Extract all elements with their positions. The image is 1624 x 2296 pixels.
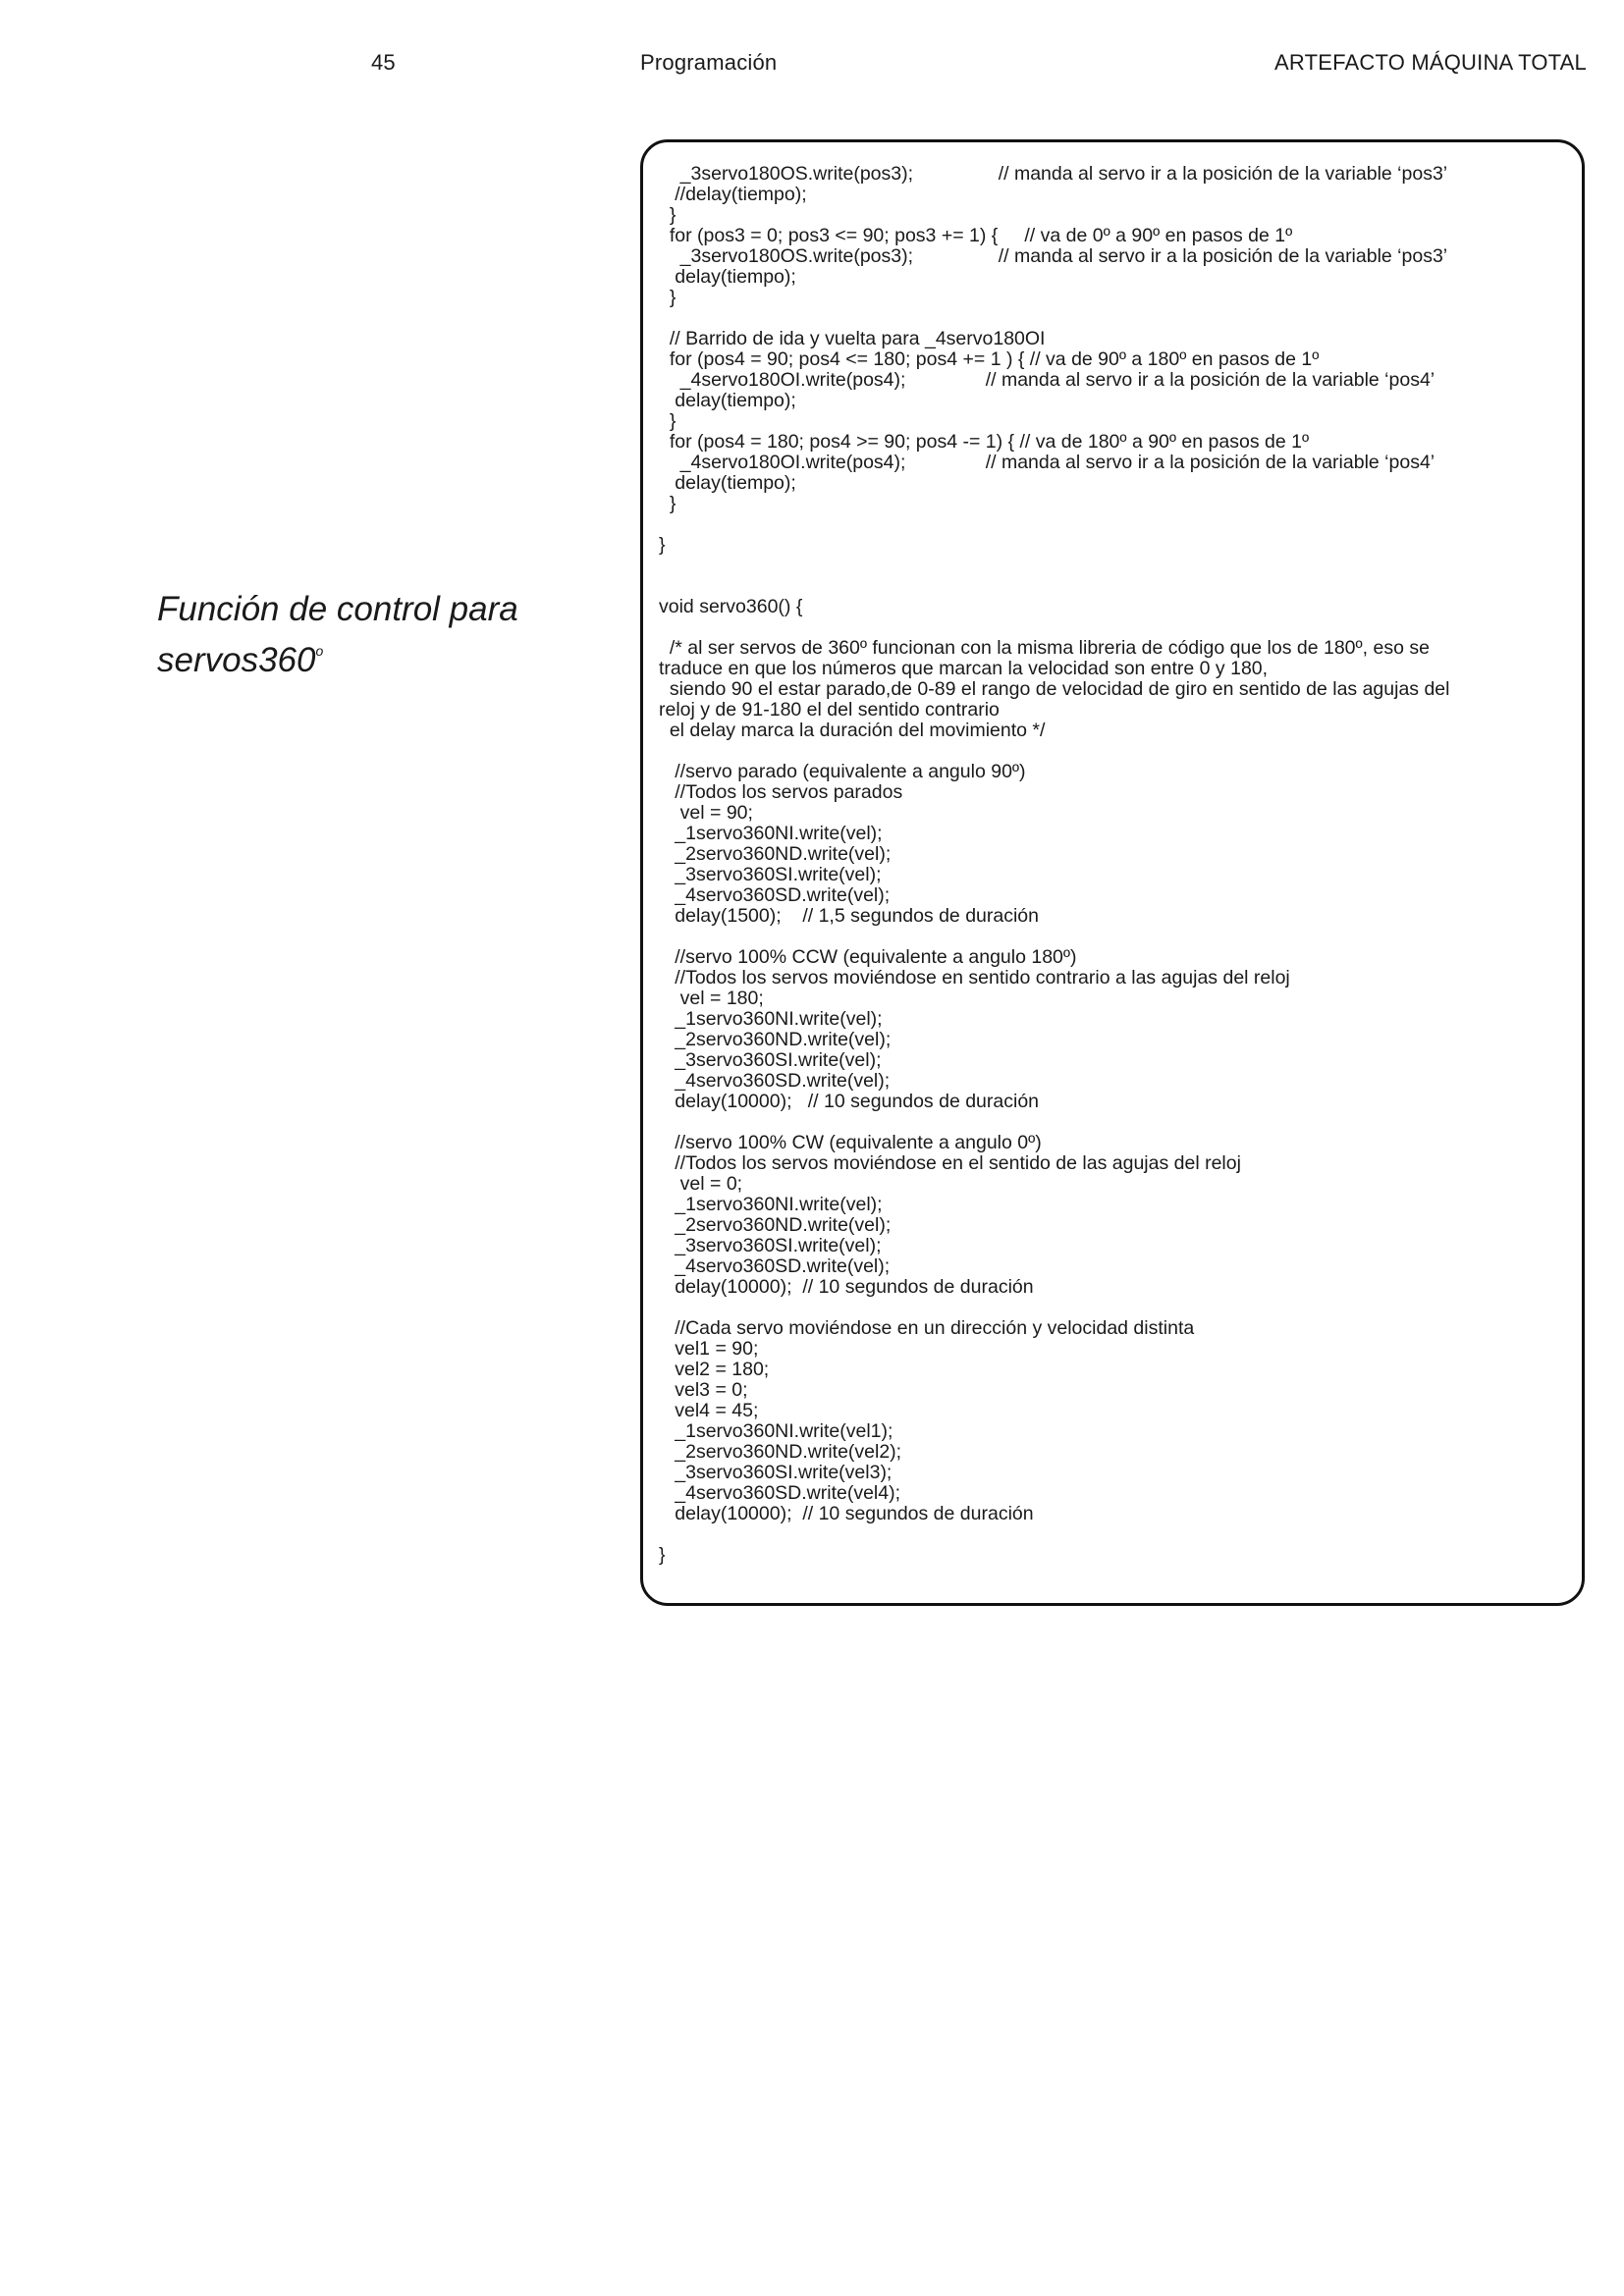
code-line: delay(1500); // 1,5 segundos de duración: [659, 905, 1040, 927]
code-line: vel1 = 90;: [659, 1338, 759, 1360]
code-line: //servo 100% CW (equivalente a angulo 0º): [659, 1132, 1042, 1153]
code-line: _3servo360SI.write(vel3);: [659, 1462, 893, 1483]
code-line: //delay(tiempo);: [659, 184, 807, 205]
code-line: _3servo360SI.write(vel);: [659, 1235, 882, 1256]
code-line: vel = 180;: [659, 988, 764, 1009]
side-note-line-1: Función de control para: [157, 590, 518, 628]
code-line: traduce en que los números que marcan la velocidad son entre 0 y 180,: [659, 658, 1269, 679]
code-line: delay(10000); // 10 segundos de duración: [659, 1503, 1034, 1524]
code-line: [659, 556, 1566, 576]
code-listing: [659, 164, 1566, 1566]
code-line: _2servo360ND.write(vel);: [659, 1029, 892, 1050]
code-line: delay(tiempo);: [659, 472, 796, 494]
code-line: vel4 = 45;: [659, 1400, 759, 1421]
code-line: //servo parado (equivalente a angulo 90º): [659, 761, 1026, 782]
code-line: }: [659, 410, 677, 432]
code-line: [659, 514, 1566, 535]
code-line: _4servo180OI.write(pos4); // manda al servo ir a la posición de la variable ‘pos4’: [659, 369, 1435, 391]
code-line: _4servo360SD.write(vel);: [659, 1070, 891, 1092]
side-note-line-2-text: servos360: [157, 641, 316, 679]
code-line: vel2 = 180;: [659, 1359, 770, 1380]
code-line: void servo360() {: [659, 596, 803, 617]
code-line: // Barrido de ida y vuelta para _4servo180OI: [659, 328, 1046, 349]
code-line: delay(tiempo);: [659, 390, 796, 411]
code-line: _2servo360ND.write(vel);: [659, 843, 892, 865]
code-line: delay(10000); // 10 segundos de duración: [659, 1091, 1040, 1112]
code-line: //Todos los servos parados: [659, 781, 903, 803]
code-line: _3servo360SI.write(vel);: [659, 864, 882, 885]
code-line: _1servo360NI.write(vel);: [659, 1194, 883, 1215]
code-line: _2servo360ND.write(vel);: [659, 1214, 892, 1236]
code-line: _3servo180OS.write(pos3); // manda al servo ir a la posición de la variable ‘pos3’: [659, 163, 1448, 185]
code-line: vel = 90;: [659, 802, 753, 824]
code-line: _3servo180OS.write(pos3); // manda al servo ir a la posición de la variable ‘pos3’: [659, 245, 1448, 267]
code-line: //Todos los servos moviéndose en el sentido de las agujas del reloj: [659, 1152, 1241, 1174]
code-line: for (pos3 = 0; pos3 <= 90; pos3 += 1) { // va de 0º a 90º en pasos de 1º: [659, 225, 1293, 246]
code-line: }: [659, 534, 666, 556]
document-title: ARTEFACTO MÁQUINA TOTAL: [1274, 50, 1587, 75]
page-number: 45: [371, 50, 396, 75]
code-line: [659, 741, 1566, 762]
side-note-superscript: o: [315, 643, 324, 659]
code-line: for (pos4 = 180; pos4 >= 90; pos4 -= 1) { // va de 180º a 90º en pasos de 1º: [659, 431, 1310, 453]
code-line: [659, 1524, 1566, 1545]
code-line: _2servo360ND.write(vel2);: [659, 1441, 902, 1463]
code-line: _4servo360SD.write(vel);: [659, 884, 891, 906]
code-line: [659, 927, 1566, 947]
code-line: }: [659, 493, 677, 514]
code-line: _1servo360NI.write(vel1);: [659, 1420, 893, 1442]
code-line: _4servo360SD.write(vel4);: [659, 1482, 901, 1504]
code-line: }: [659, 287, 677, 308]
code-line: _3servo360SI.write(vel);: [659, 1049, 882, 1071]
code-line: [659, 617, 1566, 638]
code-line: _4servo360SD.write(vel);: [659, 1255, 891, 1277]
code-line: _1servo360NI.write(vel);: [659, 1008, 883, 1030]
code-line: el delay marca la duración del movimiento */: [659, 720, 1046, 741]
section-title: Programación: [640, 50, 778, 75]
code-line: _4servo180OI.write(pos4); // manda al servo ir a la posición de la variable ‘pos4’: [659, 452, 1435, 473]
code-line: for (pos4 = 90; pos4 <= 180; pos4 += 1 ) { // va de 90º a 180º en pasos de 1º: [659, 348, 1320, 370]
code-line: /* al ser servos de 360º funcionan con la misma libreria de código que los de 180º, eso se: [659, 637, 1430, 659]
code-line: siendo 90 el estar parado,de 0-89 el rango de velocidad de giro en sentido de las agujas del: [659, 678, 1450, 700]
code-line: reloj y de 91-180 el del sentido contrario: [659, 699, 1000, 721]
code-line: [659, 1298, 1566, 1318]
code-line: delay(tiempo);: [659, 266, 796, 288]
code-line: delay(10000); // 10 segundos de duración: [659, 1276, 1034, 1298]
code-line: //Todos los servos moviéndose en sentido contrario a las agujas del reloj: [659, 967, 1290, 988]
code-line: [659, 1112, 1566, 1133]
code-line: }: [659, 204, 677, 226]
side-note-heading: [157, 589, 569, 681]
code-line: vel = 0;: [659, 1173, 743, 1195]
code-listing-box: [640, 139, 1585, 1606]
code-line: //Cada servo moviéndose en un dirección y velocidad distinta: [659, 1317, 1195, 1339]
side-note-line-2: [157, 630, 569, 681]
code-line: [659, 576, 1566, 597]
code-line: //servo 100% CCW (equivalente a angulo 180º): [659, 946, 1077, 968]
code-line: [659, 308, 1566, 329]
code-line: vel3 = 0;: [659, 1379, 748, 1401]
code-line: _1servo360NI.write(vel);: [659, 823, 883, 844]
code-line: }: [659, 1544, 666, 1566]
